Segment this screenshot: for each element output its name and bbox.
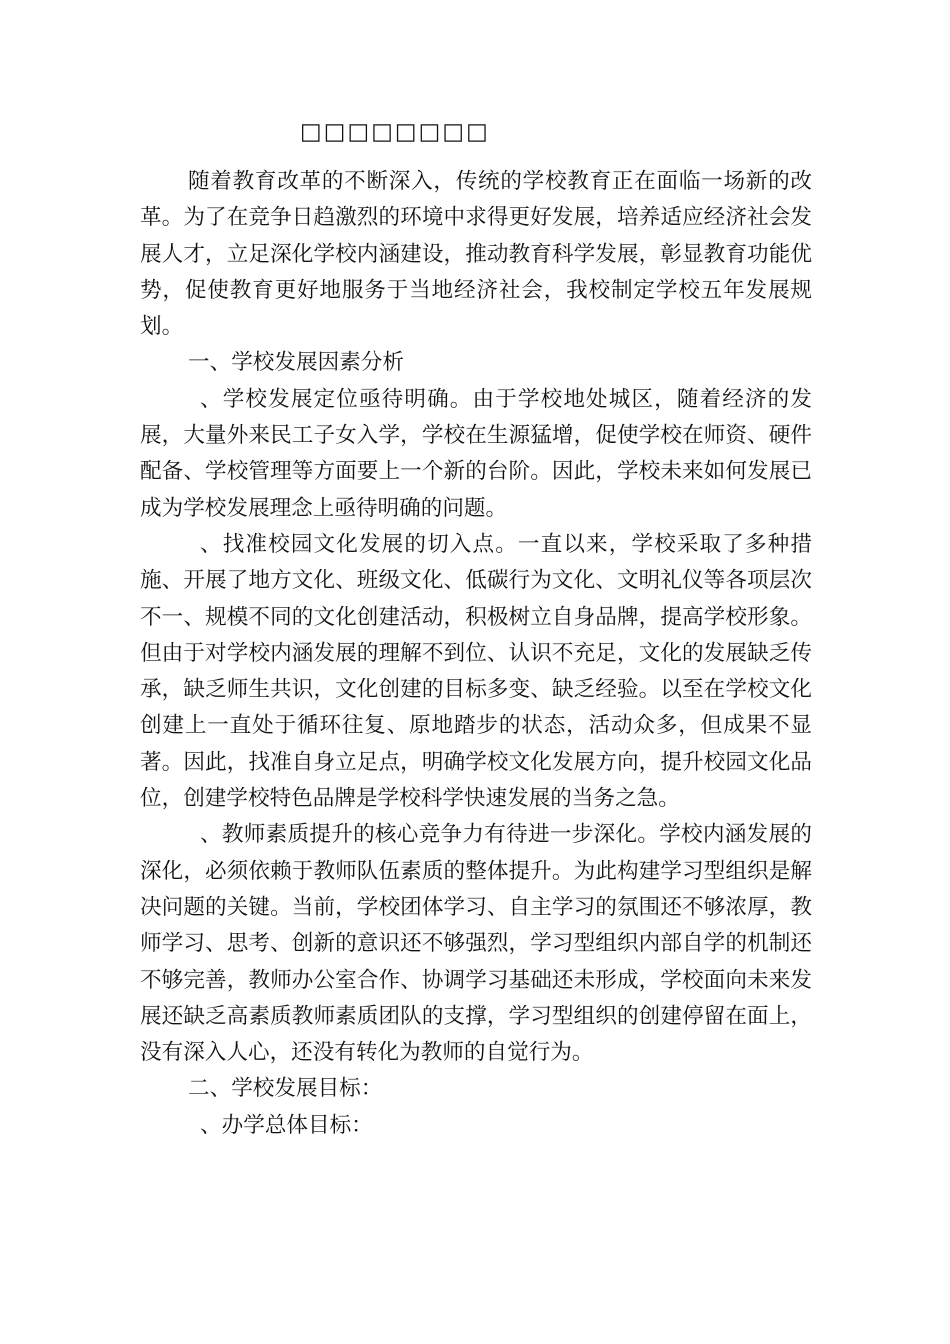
analysis-paragraph-3: 、教师素质提升的核心竞争力有待进一步深化。学校内涵发展的深化，必须依赖于教师队伍素质的整体提升。为此构建学习型组织是解决问题的关键。当前，学校团体学习、自主学习的氛围还不够浓厚，教师学习、思考、创新的意识还不够强烈，学习型组织内部自学的机制还不够完善，教师办公室合作、协调学习基础还未形成，学校面向未来发展还缺乏高素质教师素质团队的支撑，学习型组织的创建停留在面上，没有深入人心，还没有转化为教师的自觉行为。 <box>140 822 812 1066</box>
section-heading-1: 一、学校发展因素分析 <box>188 350 404 376</box>
subsection-heading-2-1: 、办学总体目标： <box>200 1112 373 1138</box>
document-title: □□□□□□□□ <box>300 119 490 145</box>
analysis-paragraph-2: 、找准校园文化发展的切入点。一直以来，学校采取了多种措施、开展了地方文化、班级文化、低碳行为文化、文明礼仪等各项层次不一、规模不同的文化创建活动，积极树立自身品牌，提高学校形象。但由于对学校内涵发展的理解不到位、认识不充足，文化的发展缺乏传承，缺乏师生共识，文化创建的目标多变、缺乏经验。以至在学校文化创建上一直处于循环往复、原地踏步的状态，活动众多，但成果不显著。因此，找准自身立足点，明确学校文化发展方向，提升校园文化品位，创建学校特色品牌是学校科学快速发展的当务之急。 <box>140 531 812 812</box>
analysis-paragraph-1: 、学校发展定位亟待明确。由于学校地处城区，随着经济的发展，大量外来民工子女入学，学校在生源猛增，促使学校在师资、硬件配备、学校管理等方面要上一个新的台阶。因此，学校未来如何发展已成为学校发展理念上亟待明确的问题。 <box>140 386 812 521</box>
intro-paragraph: 随着教育改革的不断深入，传统的学校教育正在面临一场新的改革。为了在竞争日趋激烈的环境中求得更好发展，培养适应经济社会发展人才，立足深化学校内涵建设，推动教育科学发展，彰显教育功能优势，促使教育更好地服务于当地经济社会，我校制定学校五年发展规划。 <box>140 169 812 340</box>
document-body <box>140 164 812 1144</box>
section-heading-2: 二、学校发展目标： <box>188 1076 383 1102</box>
